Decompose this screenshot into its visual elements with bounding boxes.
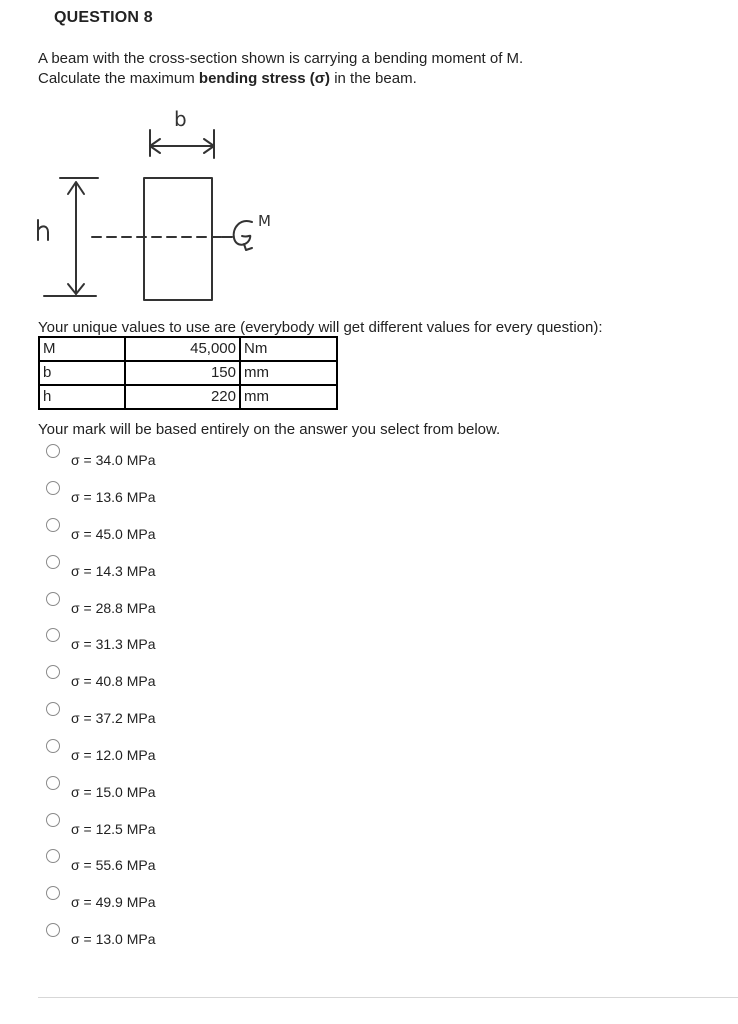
radio-button[interactable]	[46, 923, 60, 937]
answer-label[interactable]: σ = 28.8 MPa	[71, 600, 156, 616]
radio-button[interactable]	[46, 776, 60, 790]
radio-button[interactable]	[46, 628, 60, 642]
radio-button[interactable]	[46, 702, 60, 716]
value-number: 150	[125, 361, 240, 385]
answer-label[interactable]: σ = 49.9 MPa	[71, 894, 156, 910]
radio-button[interactable]	[46, 849, 60, 863]
answer-label[interactable]: σ = 14.3 MPa	[71, 563, 156, 579]
question-line-1: A beam with the cross-section shown is carrying a bending moment of M.	[38, 50, 524, 67]
beam-cross-section-figure	[36, 108, 296, 306]
moment-symbol	[222, 221, 252, 250]
answer-label[interactable]: σ = 12.0 MPa	[71, 747, 156, 763]
answer-label[interactable]: σ = 34.0 MPa	[71, 452, 156, 468]
answer-label[interactable]: σ = 37.2 MPa	[71, 710, 156, 726]
radio-button[interactable]	[46, 592, 60, 606]
h-label: h	[42, 240, 43, 241]
value-number: 220	[125, 385, 240, 409]
answer-label[interactable]: σ = 15.0 MPa	[71, 784, 156, 800]
question-line-2	[38, 69, 698, 89]
radio-button[interactable]	[46, 813, 60, 827]
mark-note: Your mark will be based entirely on the answer you select from below.	[38, 421, 501, 438]
bottom-divider	[38, 997, 738, 998]
beam-rectangle	[144, 178, 212, 300]
question-bold-term: bending stress (σ)	[198, 70, 331, 87]
answer-label[interactable]: σ = 55.6 MPa	[71, 857, 156, 873]
radio-button[interactable]	[46, 481, 60, 495]
value-name: b	[39, 361, 125, 385]
question-title: QUESTION 8	[54, 9, 153, 26]
question-text	[38, 49, 698, 89]
value-name: h	[39, 385, 125, 409]
m-label: M	[258, 212, 271, 230]
value-name: M	[39, 337, 125, 361]
unique-values-intro: Your unique values to use are (everybody will get different values for every question):	[38, 319, 603, 336]
h-letter	[38, 220, 48, 240]
radio-button[interactable]	[46, 739, 60, 753]
value-unit: Nm	[240, 337, 337, 361]
answer-label[interactable]: σ = 13.0 MPa	[71, 931, 156, 947]
answer-label[interactable]: σ = 45.0 MPa	[71, 526, 156, 542]
question-line-2-start: Calculate the maximum	[38, 70, 199, 87]
value-number: 45,000	[125, 337, 240, 361]
answer-label[interactable]: σ = 40.8 MPa	[71, 673, 156, 689]
value-unit: mm	[240, 385, 337, 409]
values-table	[38, 336, 338, 410]
answer-label[interactable]: σ = 12.5 MPa	[71, 821, 156, 837]
answer-label[interactable]: σ = 13.6 MPa	[71, 489, 156, 505]
radio-button[interactable]	[46, 665, 60, 679]
radio-button[interactable]	[46, 555, 60, 569]
radio-button[interactable]	[46, 444, 60, 458]
value-unit: mm	[240, 361, 337, 385]
values-row-h	[39, 385, 337, 409]
question-line-2-end: in the beam.	[330, 70, 417, 87]
values-row-m	[39, 337, 337, 361]
values-row-b	[39, 361, 337, 385]
radio-button[interactable]	[46, 518, 60, 532]
radio-button[interactable]	[46, 886, 60, 900]
b-label: b	[174, 108, 187, 131]
answer-label[interactable]: σ = 31.3 MPa	[71, 636, 156, 652]
